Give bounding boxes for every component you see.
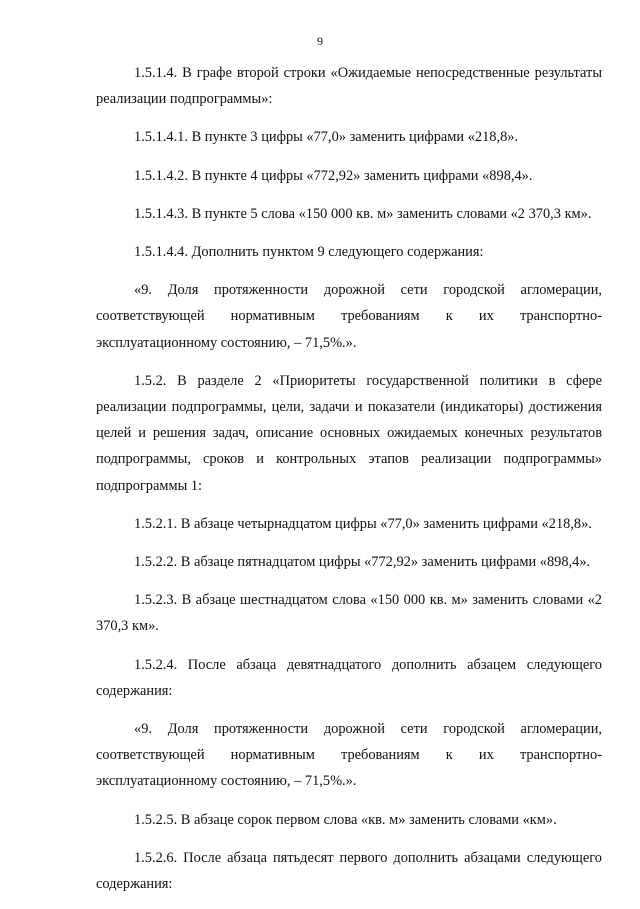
paragraph-1-5-1-4-3: 1.5.1.4.3. В пункте 5 слова «150 000 кв. м» заменить словами «2 370,3 км». xyxy=(134,205,592,222)
paragraph-1-5-1-4-1: 1.5.1.4.1. В пункте 3 цифры «77,0» заменить цифрами «218,8». xyxy=(134,129,519,146)
paragraph-1-5-1-4-2: 1.5.1.4.2. В пункте 4 цифры «772,92» заменить цифрами «898,4». xyxy=(134,167,533,184)
document-body xyxy=(96,60,602,909)
page-number: 9 xyxy=(317,34,323,48)
paragraph-1-5-2-4: 1.5.2.4. После абзаца девятнадцатого дополнить абзацем следующего содержания: xyxy=(96,656,602,699)
paragraph-1-5-2: 1.5.2. В разделе 2 «Приоритеты государственной политики в сфере реализации подпрограммы, цели, задачи и показатели (индикаторы) достижения целей и решения задач, описание основных ожидаемых конечных результатов подпрограммы, сроков и контрольных этапов реализации подпрограммы» подпрограммы 1: xyxy=(96,372,602,494)
paragraph-1-5-2-3: 1.5.2.3. В абзаце шестнадцатом слова «150 000 кв. м» заменить словами «2 370,3 км». xyxy=(96,592,602,635)
paragraph-1-5-2-5: 1.5.2.5. В абзаце сорок первом слова «кв. м» заменить словами «км». xyxy=(134,811,557,828)
paragraph-1-5-1-4-4: 1.5.1.4.4. Дополнить пунктом 9 следующего содержания: xyxy=(134,244,484,261)
quoted-item-9: «9. Доля протяженности дорожной сети городской агломерации, соответствующей нормативным требованиям к их транспортно-эксплуатационному состоянию, – 71,5%.». xyxy=(96,282,602,351)
paragraph-1-5-2-6: 1.5.2.6. После абзаца пятьдесят первого дополнить абзацами следующего содержания: xyxy=(96,849,602,893)
paragraph-1-5-2-1: 1.5.2.1. В абзаце четырнадцатом цифры «77,0» заменить цифрами «218,8». xyxy=(134,515,592,532)
paragraph-1-5-1-4: 1.5.1.4. В графе второй строки «Ожидаемые непосредственные результаты реализации подпрограммы»: xyxy=(96,65,602,108)
quoted-item-9-repeat: «9. Доля протяженности дорожной сети городской агломерации, соответствующей нормативным требованиям к их транспортно-эксплуатационному состоянию, – 71,5%.». xyxy=(96,721,602,790)
paragraph-1-5-2-2: 1.5.2.2. В абзаце пятнадцатом цифры «772,92» заменить цифрами «898,4». xyxy=(134,554,591,571)
